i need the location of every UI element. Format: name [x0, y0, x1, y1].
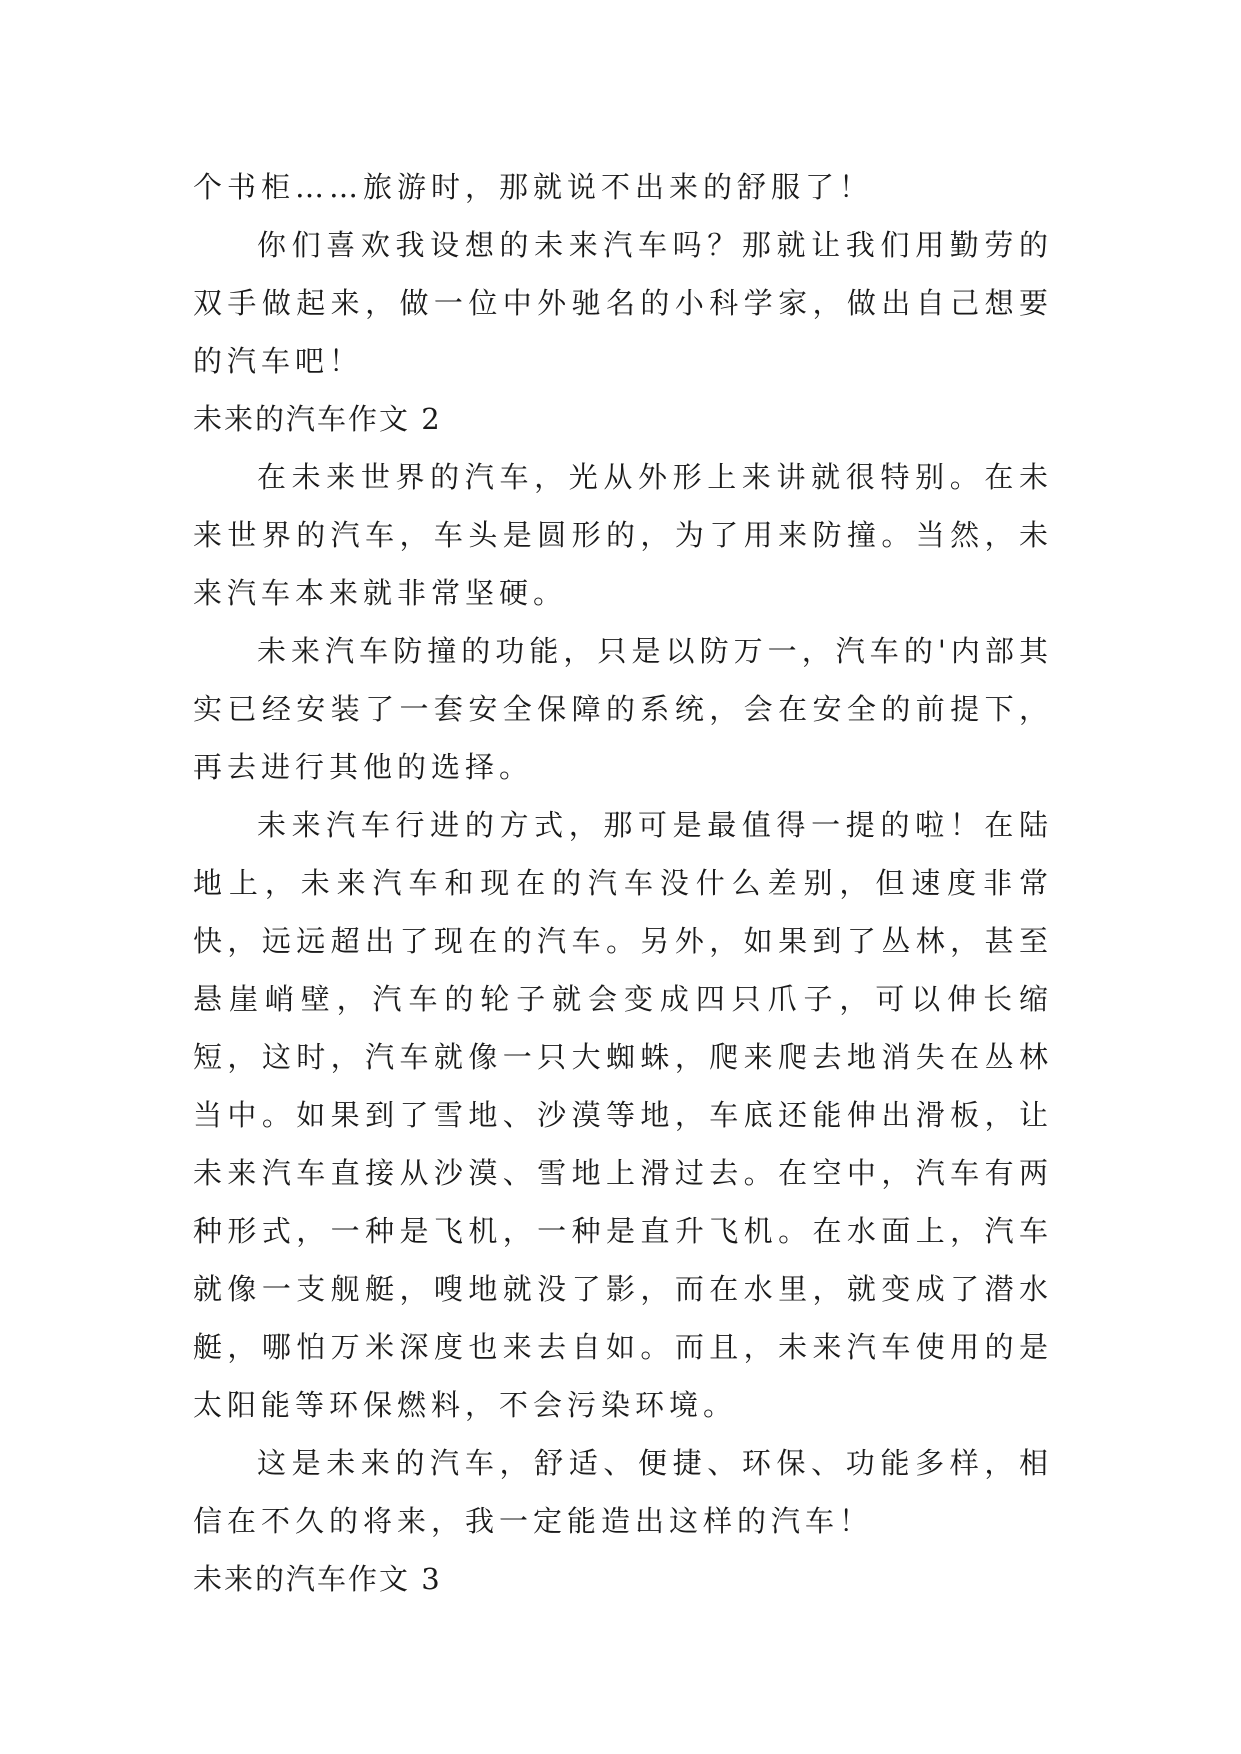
paragraph: 未来汽车行进的方式，那可是最值得一提的啦！在陆地上，未来汽车和现在的汽车没什么差别，但速度非常快，远远超出了现在的汽车。另外，如果到了丛林，甚至悬崖峭壁，汽车的轮子就会变成四只爪子，可以伸长缩短，这时，汽车就像一只大蜘蛛，爬来爬去地消失在丛林当中。如果到了雪地、沙漠等地，车底还能伸出滑板，让未来汽车直接从沙漠、雪地上滑过去。在空中，汽车有两种形式，一种是飞机，一种是直升飞机。在水面上，汽车就像一支舰艇，嗖地就没了影，而在水里，就变成了潜水艇，哪怕万米深度也来去自如。而且，未来汽车使用的是太阳能等环保燃料，不会污染环境。	[193, 808, 1053, 1422]
paragraph: 这是未来的汽车，舒适、便捷、环保、功能多样，相信在不久的将来，我一定能造出这样的汽车！	[193, 1446, 1053, 1538]
section-heading: 未来的汽车作文 2	[193, 402, 442, 436]
paragraph: 在未来世界的汽车，光从外形上来讲就很特别。在未来世界的汽车，车头是圆形的，为了用来防撞。当然，未来汽车本来就非常坚硬。	[193, 460, 1053, 610]
section-heading: 未来的汽车作文 3	[193, 1562, 442, 1596]
document-page	[193, 158, 1053, 1608]
paragraph: 未来汽车防撞的功能，只是以防万一，汽车的'内部其实已经安装了一套安全保障的系统，会在安全的前提下，再去进行其他的选择。	[193, 634, 1053, 784]
paragraph: 你们喜欢我设想的未来汽车吗？那就让我们用勤劳的双手做起来，做一位中外驰名的小科学家，做出自己想要的汽车吧！	[193, 228, 1053, 378]
paragraph-continuation: 个书柜……旅游时，那就说不出来的舒服了！	[193, 170, 874, 204]
